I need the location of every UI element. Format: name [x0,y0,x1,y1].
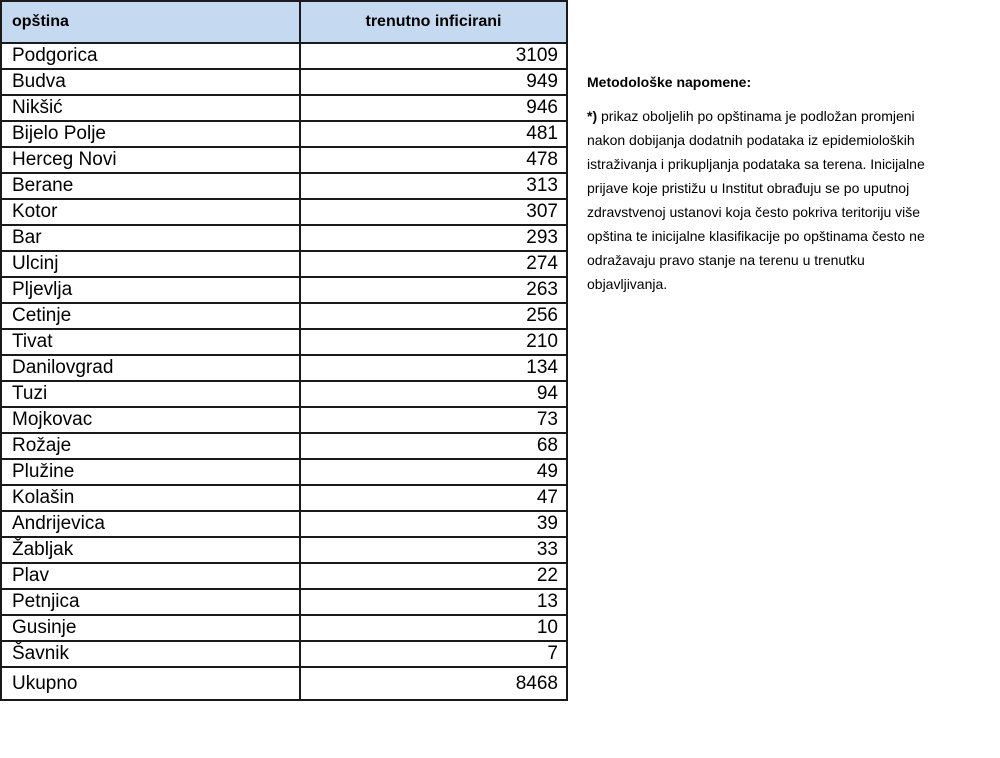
table-row [1,95,567,121]
municipality-name: Bar [1,225,300,251]
infected-count: 13 [300,589,567,615]
table-row [1,225,567,251]
municipality-name: Ulcinj [1,251,300,277]
notes-body: prikaz oboljelih po opštinama je podložan promjeni nakon dobijanja dodatnih podataka iz epidemioloških istraživanja i prikupljanja podataka sa terena. Inicijalne prijave koje pristižu u Institut obrađuju se po uputnoj zdravstvenoj ustanovi koja često pokriva teritoriju više opština te inicijalne klasifikacije po opštinama često ne odražavaju pravo stanje na terenu u trenutku objavljivanja. [587,108,925,292]
infected-count: 7 [300,641,567,667]
municipality-name: Plužine [1,459,300,485]
municipality-name: Petnjica [1,589,300,615]
municipality-name: Gusinje [1,615,300,641]
notes-title: Metodološke napomene: [587,74,752,90]
table-row [1,199,567,225]
municipality-name: Cetinje [1,303,300,329]
table-row [1,459,567,485]
municipality-name: Mojkovac [1,407,300,433]
table-row [1,121,567,147]
municipality-name: Andrijevica [1,511,300,537]
municipality-name: Plav [1,563,300,589]
infected-count: 256 [300,303,567,329]
municipality-name: Nikšić [1,95,300,121]
table-row [1,303,567,329]
infected-count: 481 [300,121,567,147]
notes-body-paragraph [587,104,932,296]
infected-count: 949 [300,69,567,95]
header-municipality: opština [1,1,300,43]
table-body [1,43,567,667]
municipality-name: Berane [1,173,300,199]
municipality-name: Tuzi [1,381,300,407]
table-row [1,537,567,563]
table-row [1,407,567,433]
infected-count: 134 [300,355,567,381]
municipality-name: Kolašin [1,485,300,511]
header-infected: trenutno inficirani [300,1,567,43]
table-header-row [1,1,567,43]
municipality-name: Podgorica [1,43,300,69]
infected-count: 39 [300,511,567,537]
infected-count: 478 [300,147,567,173]
municipality-name: Budva [1,69,300,95]
table-row [1,615,567,641]
table-row [1,355,567,381]
municipality-name: Šavnik [1,641,300,667]
table-row [1,563,567,589]
infected-count: 73 [300,407,567,433]
infected-count: 47 [300,485,567,511]
total-label: Ukupno [1,667,300,700]
infected-count: 263 [300,277,567,303]
municipality-name: Bijelo Polje [1,121,300,147]
infected-count: 94 [300,381,567,407]
table-row [1,511,567,537]
table-row [1,69,567,95]
methodology-notes [587,70,987,296]
infected-count: 210 [300,329,567,355]
table-row [1,173,567,199]
infected-count: 49 [300,459,567,485]
infected-count: 22 [300,563,567,589]
municipality-name: Tivat [1,329,300,355]
municipality-name: Herceg Novi [1,147,300,173]
infected-count: 313 [300,173,567,199]
table-row [1,589,567,615]
notes-asterisk: *) [587,108,598,124]
total-value: 8468 [300,667,567,700]
infected-count: 307 [300,199,567,225]
total-row [1,667,567,700]
municipality-name: Rožaje [1,433,300,459]
municipality-name: Kotor [1,199,300,225]
infected-count: 946 [300,95,567,121]
table-row [1,641,567,667]
municipality-name: Pljevlja [1,277,300,303]
municipality-name: Danilovgrad [1,355,300,381]
table-row [1,251,567,277]
infected-count: 33 [300,537,567,563]
table-row [1,433,567,459]
municipality-name: Žabljak [1,537,300,563]
infected-count: 10 [300,615,567,641]
infected-count: 68 [300,433,567,459]
table-row [1,43,567,69]
table-row [1,277,567,303]
table-row [1,485,567,511]
table-row [1,147,567,173]
infected-count: 274 [300,251,567,277]
table-row [1,381,567,407]
infected-count: 3109 [300,43,567,69]
table-row [1,329,567,355]
infected-count: 293 [300,225,567,251]
